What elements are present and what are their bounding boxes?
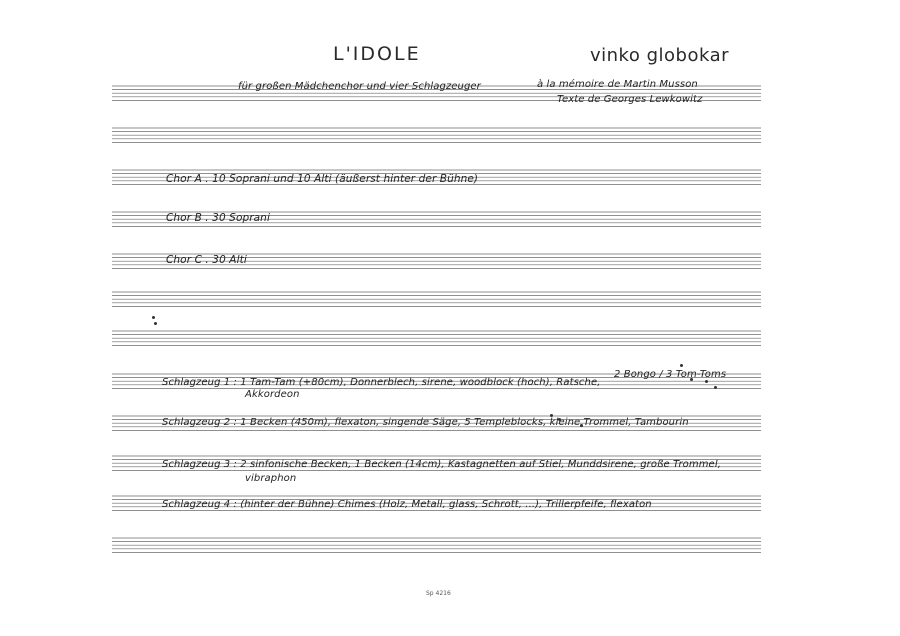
notation-dot (705, 380, 708, 383)
notation-dot (154, 322, 157, 325)
percussion-3-continuation: vibraphon (245, 473, 297, 484)
percussion-1-continuation: Akkordeon (245, 389, 300, 400)
percussion-1-label: Schlagzeug 1 : 1 Tam-Tam (+80cm), Donnerblech, sirene, woodblock (hoch), Ratsche, (162, 377, 601, 388)
subtitle: für großen Mädchenchor und vier Schlagzeuger (238, 81, 481, 92)
staff (112, 331, 761, 345)
staff (112, 292, 761, 306)
percussion-1-bongos: 2 Bongo / 3 Tom-Toms (614, 369, 727, 380)
choir-a-label: Chor A . 10 Soprani und 10 Alti (äußerst hinter der Bühne) (166, 173, 479, 185)
percussion-3-label: Schlagzeug 3 : 2 sinfonische Becken, 1 Becken (14cm), Kastagnetten auf Stiel, Munddsirene, große Trommel, (162, 459, 721, 470)
choir-c-label: Chor C . 30 Alti (166, 254, 247, 266)
catalog-number: Sp 4216 (426, 590, 451, 597)
notation-dot (680, 364, 683, 367)
staff (112, 538, 761, 552)
piece-title: L'IDOLE (333, 43, 421, 65)
percussion-2-label: Schlagzeug 2 : 1 Becken (450m), flexaton, singende Säge, 5 Templeblocks, kleine Trommel, Tambourin (162, 417, 689, 428)
choir-b-label: Chor B . 30 Soprani (166, 212, 270, 224)
text-credit: Texte de Georges Lewkowitz (557, 94, 703, 105)
staff (112, 128, 761, 142)
percussion-4-label: Schlagzeug 4 : (hinter der Bühne) Chimes (Holz, Metall, glass, Schrott, ...), Trillerpfeife, flexaton (162, 499, 652, 510)
composer-name: vinko globokar (590, 45, 729, 66)
notation-dot (714, 386, 717, 389)
dedication: à la mémoire de Martin Musson (537, 79, 698, 90)
notation-dot (152, 316, 155, 319)
